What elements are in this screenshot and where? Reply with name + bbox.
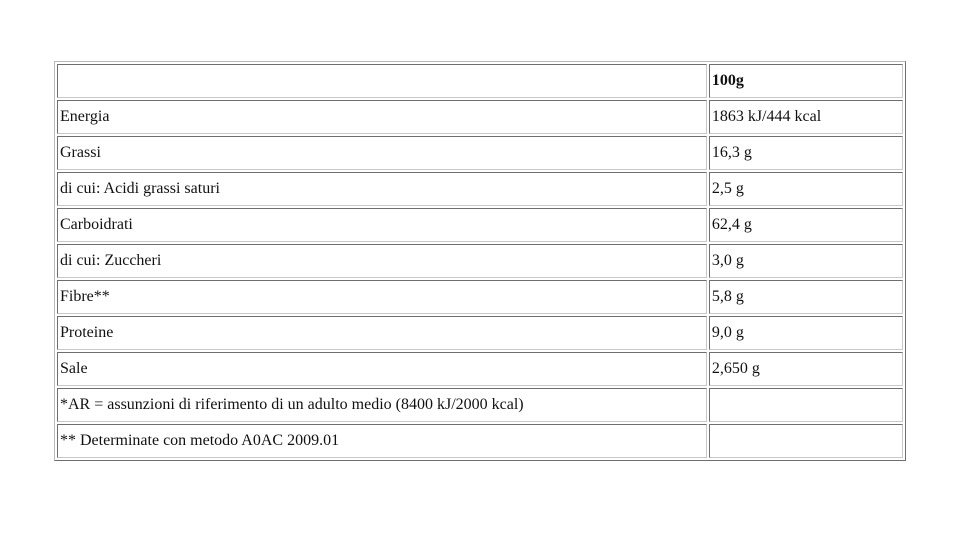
table-row	[57, 352, 903, 386]
nutrient-label: Grassi	[57, 136, 707, 170]
nutrient-value: 5,8 g	[709, 280, 903, 314]
footnote-value	[709, 388, 903, 422]
table-row	[57, 316, 903, 350]
table-row	[57, 136, 903, 170]
footnote-label: ** Determinate con metodo A0AC 2009.01	[57, 424, 707, 458]
nutrient-label: di cui: Acidi grassi saturi	[57, 172, 707, 206]
table-header-row	[57, 64, 903, 98]
header-value-cell: 100g	[709, 64, 903, 98]
table-row	[57, 280, 903, 314]
header-label-cell	[57, 64, 707, 98]
nutrition-table	[54, 61, 906, 461]
table-row	[57, 100, 903, 134]
nutrient-label: di cui: Zuccheri	[57, 244, 707, 278]
table-row	[57, 208, 903, 242]
nutrient-label: Carboidrati	[57, 208, 707, 242]
nutrient-label: Fibre**	[57, 280, 707, 314]
nutrient-value: 3,0 g	[709, 244, 903, 278]
table-row	[57, 172, 903, 206]
table-row	[57, 388, 903, 422]
footnote-label: *AR = assunzioni di riferimento di un adulto medio (8400 kJ/2000 kcal)	[57, 388, 707, 422]
nutrient-value: 9,0 g	[709, 316, 903, 350]
nutrient-label: Sale	[57, 352, 707, 386]
nutrient-value: 2,5 g	[709, 172, 903, 206]
footnote-value	[709, 424, 903, 458]
nutrient-value: 16,3 g	[709, 136, 903, 170]
nutrient-value: 2,650 g	[709, 352, 903, 386]
nutrient-label: Proteine	[57, 316, 707, 350]
nutrient-value: 1863 kJ/444 kcal	[709, 100, 903, 134]
table-row	[57, 244, 903, 278]
nutrient-label: Energia	[57, 100, 707, 134]
nutrient-value: 62,4 g	[709, 208, 903, 242]
table-row	[57, 424, 903, 458]
